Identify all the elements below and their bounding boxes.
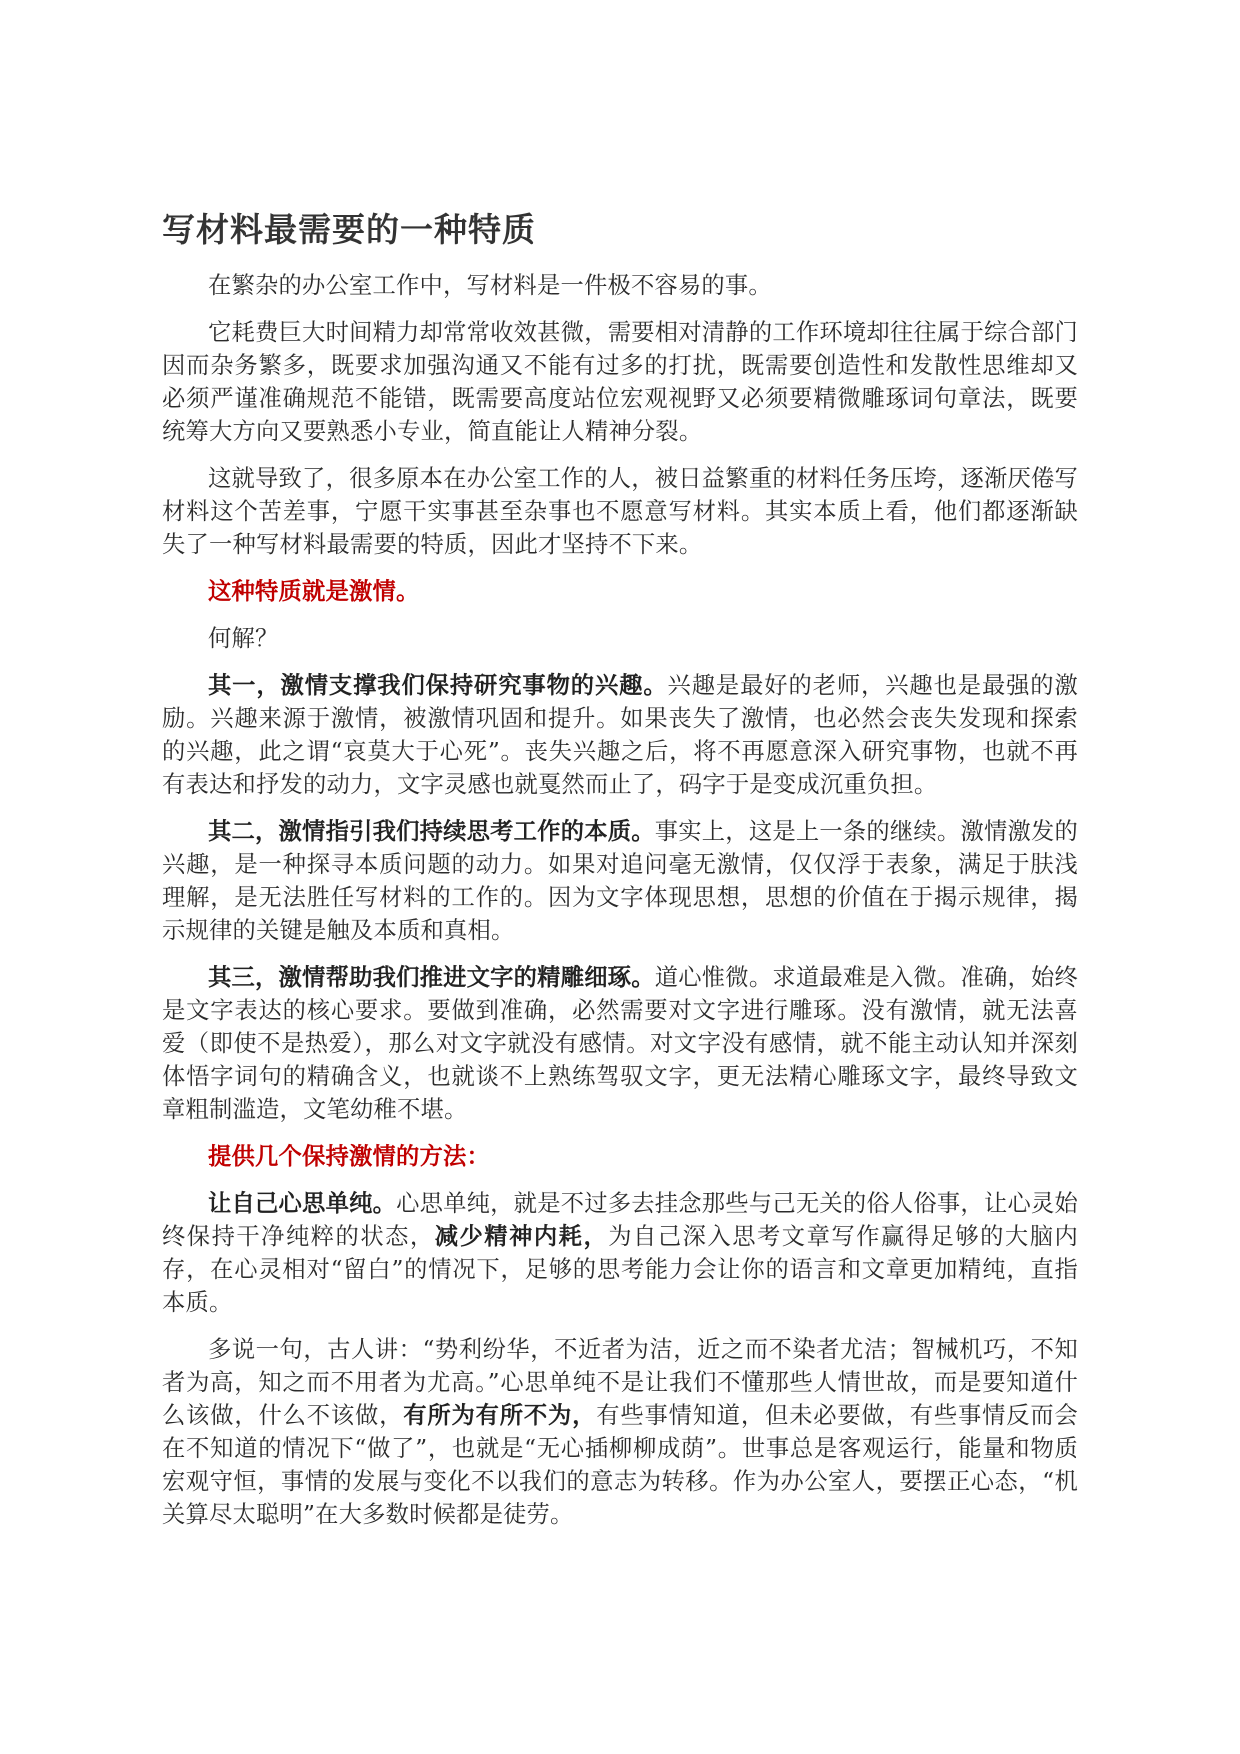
method-one-emphasis: 减少精神内耗， [434, 1223, 609, 1250]
point-two-lead: 其二，激情指引我们持续思考工作的本质。 [208, 818, 655, 845]
paragraph-point-three [162, 961, 1078, 1126]
document-page [162, 205, 1078, 1545]
point-three-text: 道心惟微。求道最难是入微。准确，始终是文字表达的核心要求。要做到准确，必然需要对文字进行雕琢。没有激情，就无法喜爱（即使不是热爱），那么对文字就没有感情。对文字没有感情，就不能主动认知并深刻体悟字词句的精确含义，也就谈不上熟练驾驭文字，更无法精心雕琢文字，最终导致文章粗制滥造，文笔幼稚不堪。 [162, 964, 1078, 1123]
extra-note-text-rest: 有些事情知道，但未必要做，有些事情反而会在不知道的情况下“做了”，也就是“无心插柳柳成荫”。世事总是客观运行，能量和物质宏观守恒，事情的发展与变化不以我们的意志为转移。作为办公室人，要摆正心态，“机关算尽太聪明”在大多数时候都是徒劳。 [162, 1402, 1079, 1528]
extra-note-emphasis: 有所为有所不为， [403, 1402, 597, 1429]
point-one-lead: 其一，激情支撑我们保持研究事物的兴趣。 [208, 672, 668, 699]
paragraph-point-two [162, 815, 1078, 947]
extra-note-text: 多说一句，古人讲：“势利纷华，不近者为洁，近之而不染者尤洁；智械机巧，不知者为高，知之而不用者为尤高。”心思单纯不是让我们不懂那些人情世故，而是要知道什么该做，什么不该做， [162, 1336, 1078, 1429]
method-one-lead: 让自己心思单纯。 [208, 1190, 397, 1217]
paragraph-method-one [162, 1187, 1078, 1319]
method-one-text-rest: 为自己深入思考文章写作赢得足够的大脑内存，在心灵相对“留白”的情况下，足够的思考能力会让你的语言和文章更加精纯，直指本质。 [162, 1223, 1078, 1316]
paragraph-intro: 在繁杂的办公室工作中，写材料是一件极不容易的事。 [208, 272, 772, 299]
paragraph-question: 何解？ [208, 625, 279, 652]
highlight-passion: 这种特质就是激情。 [208, 578, 420, 605]
article-title: 写材料最需要的一种特质 [162, 210, 536, 249]
paragraph-point-one [162, 669, 1078, 801]
method-one-text: 心思单纯，就是不过多去挂念那些与己无关的俗人俗事，让心灵始终保持干净纯粹的状态， [162, 1190, 1078, 1250]
paragraph-extra-note [162, 1333, 1078, 1531]
point-three-lead: 其三，激情帮助我们推进文字的精雕细琢。 [208, 964, 655, 991]
point-one-text: 兴趣是最好的老师，兴趣也是最强的激励。兴趣来源于激情，被激情巩固和提升。如果丧失了激情，也必然会丧失发现和探索的兴趣，此之谓“哀莫大于心死”。丧失兴趣之后，将不再愿意深入研究事物，也就不再有表达和抒发的动力，文字灵感也就戛然而止了，码字于是变成沉重负担。 [162, 672, 1078, 798]
highlight-methods: 提供几个保持激情的方法： [208, 1143, 490, 1170]
paragraph-consequence: 这就导致了，很多原本在办公室工作的人，被日益繁重的材料任务压垮，逐渐厌倦写材料这个苦差事，宁愿干实事甚至杂事也不愿意写材料。其实本质上看，他们都逐渐缺失了一种写材料最需要的特质，因此才坚持不下来。 [162, 465, 1078, 558]
paragraph-difficulty: 它耗费巨大时间精力却常常收效甚微，需要相对清静的工作环境却往往属于综合部门因而杂务繁多，既要求加强沟通又不能有过多的打扰，既需要创造性和发散性思维却又必须严谨准确规范不能错，既需要高度站位宏观视野又必须要精微雕琢词句章法，既要统筹大方向又要熟悉小专业，简直能让人精神分裂。 [162, 319, 1078, 445]
point-two-text: 事实上，这是上一条的继续。激情激发的兴趣，是一种探寻本质问题的动力。如果对追问毫无激情，仅仅浮于表象，满足于肤浅理解，是无法胜任写材料的工作的。因为文字体现思想，思想的价值在于揭示规律，揭示规律的关键是触及本质和真相。 [162, 818, 1078, 944]
